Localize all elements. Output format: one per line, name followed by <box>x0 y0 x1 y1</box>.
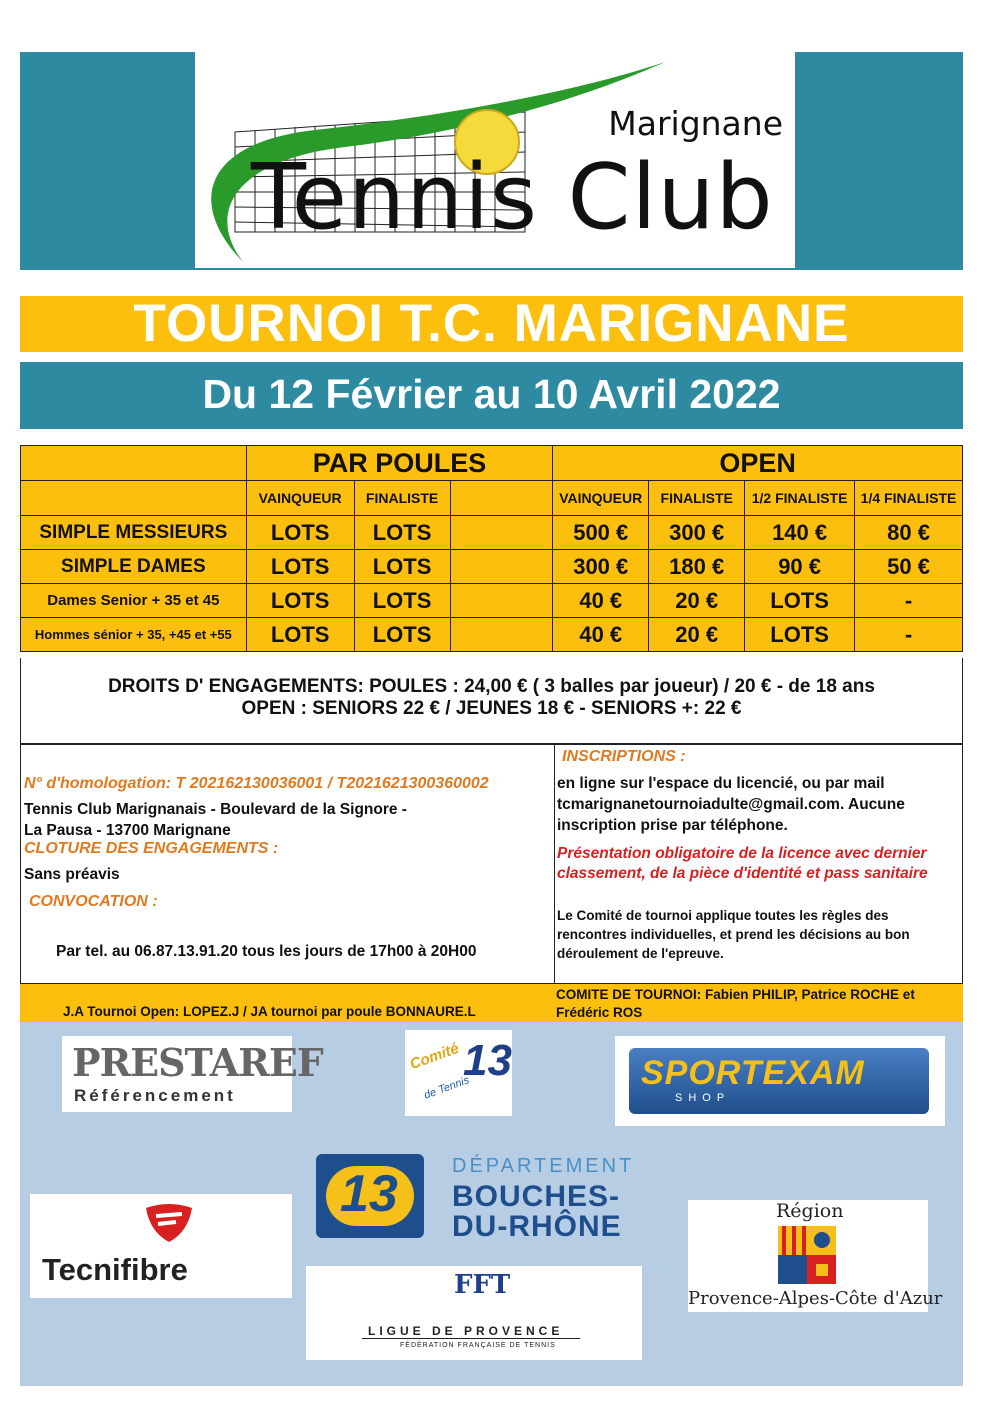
prize-cell <box>450 516 553 550</box>
presentation-notice: classement, de la pièce d'identité et pass sanitaire <box>557 865 928 882</box>
prize-cell: - <box>855 584 963 618</box>
sponsor-tecnifibre <box>30 1194 292 1298</box>
fees-line: OPEN : SENIORS 22 € / JEUNES 18 € - SENIORS +: 22 € <box>241 698 742 719</box>
prize-cell: LOTS <box>745 584 855 618</box>
logo-city: Marignane <box>608 104 783 143</box>
prize-cell: LOTS <box>246 516 354 550</box>
prize-table <box>20 445 963 652</box>
sponsor-fft <box>306 1266 642 1360</box>
sponsor-comite13 <box>405 1030 512 1116</box>
prize-cell: 300 € <box>649 516 745 550</box>
category-cell: SIMPLE DAMES <box>21 550 247 584</box>
col-header: VAINQUEUR <box>553 481 649 516</box>
dates-band <box>20 362 963 429</box>
address-line: Tennis Club Marignanais - Boulevard de la Signore - <box>24 801 407 818</box>
convocation-label: CONVOCATION : <box>29 893 158 910</box>
region-name: Provence-Alpes-Côte d'Azur <box>688 1288 943 1309</box>
sponsor-region <box>688 1200 943 1312</box>
category-cell: Dames Senior + 35 et 45 <box>21 584 247 618</box>
prize-cell: LOTS <box>354 618 450 652</box>
table-row <box>21 516 963 550</box>
homologation: N° d'homologation: T 202162130036001 / T2021621300360002 <box>24 775 489 792</box>
tecnifibre-icon <box>140 1202 198 1244</box>
tournament-dates: Du 12 Février au 10 Avril 2022 <box>202 371 781 417</box>
fft-divider <box>362 1338 580 1339</box>
table-group-header <box>21 446 963 481</box>
table-corner-2 <box>21 481 247 516</box>
table-sub-header <box>21 481 963 516</box>
prize-cell: 40 € <box>553 584 649 618</box>
convocation-value: Par tel. au 06.87.13.91.20 tous les jours de 17h00 à 20H00 <box>56 943 477 960</box>
prize-cell: 20 € <box>649 584 745 618</box>
prize-cell: 500 € <box>553 516 649 550</box>
table-row <box>21 550 963 584</box>
sportexam-logo: SPORTEXAM <box>641 1054 865 1092</box>
group-poules: PAR POULES <box>246 446 553 481</box>
prize-cell: LOTS <box>246 584 354 618</box>
col-header: 1/4 FINALISTE <box>855 481 963 516</box>
prize-cell: 180 € <box>649 550 745 584</box>
col-header: 1/2 FINALISTE <box>745 481 855 516</box>
fft-ligue: LIGUE DE PROVENCE <box>368 1324 564 1338</box>
prize-cell: LOTS <box>354 516 450 550</box>
col-header: FINALISTE <box>649 481 745 516</box>
comite13-label: Comité <box>407 1039 462 1074</box>
sponsors-area <box>20 1022 963 1386</box>
sportexam-shop: SHOP <box>675 1092 731 1104</box>
prize-cell: 20 € <box>649 618 745 652</box>
rules-text: Le Comité de tournoi applique toutes les règles des <box>557 908 889 923</box>
prize-cell: - <box>855 618 963 652</box>
table-row <box>21 584 963 618</box>
region-coat-of-arms-icon <box>778 1226 836 1284</box>
prize-cell: LOTS <box>246 550 354 584</box>
rules-text: rencontres individuelles, et prend les décisions au bon <box>557 927 910 942</box>
sponsor-sportexam <box>615 1036 945 1126</box>
committee-line: Frédéric ROS <box>556 1005 643 1020</box>
inscriptions-text: inscription prise par téléphone. <box>557 817 788 834</box>
region-label: Région <box>776 1200 844 1222</box>
tecnifibre-logo: Tecnifibre <box>42 1252 188 1287</box>
prize-cell: 40 € <box>553 618 649 652</box>
rules-text: déroulement de l'epreuve. <box>557 946 724 961</box>
dept-label: DÉPARTEMENT <box>452 1155 635 1177</box>
category-cell: Hommes sénior + 35, +45 et +55 <box>21 618 247 652</box>
prize-cell: 50 € <box>855 550 963 584</box>
prize-cell: 300 € <box>553 550 649 584</box>
category-cell: SIMPLE MESSIEURS <box>21 516 247 550</box>
tournament-title-band <box>20 296 963 352</box>
prestaref-tagline: Référencement <box>74 1086 236 1105</box>
tournament-title: TOURNOI T.C. MARIGNANE <box>133 294 850 353</box>
inscriptions-label: INSCRIPTIONS : <box>562 748 686 765</box>
cloture-label: CLOTURE DES ENGAGEMENTS : <box>24 840 279 857</box>
judge-arbiters: J.A Tournoi Open: LOPEZ.J / JA tournoi par poule BONNAURE.L <box>63 1004 476 1019</box>
col-header: VAINQUEUR <box>246 481 354 516</box>
col-header <box>450 481 553 516</box>
logo-club-name: Tennis Club <box>251 145 774 250</box>
inscriptions-text: tcmarignanetournoiadulte@gmail.com. Aucune <box>557 796 905 813</box>
prize-cell <box>450 618 553 652</box>
cloture-value: Sans préavis <box>24 866 120 883</box>
dept13-badge <box>316 1154 424 1238</box>
inscriptions-text: en ligne sur l'espace du licencié, ou par mail <box>557 775 885 792</box>
fft-logo: FFT <box>454 1270 511 1300</box>
officials-band <box>20 984 963 1022</box>
fft-federation: FÉDÉRATION FRANÇAISE DE TENNIS <box>400 1342 556 1349</box>
prize-cell: 80 € <box>855 516 963 550</box>
prestaref-logo: PRESTAREF <box>72 1040 323 1085</box>
table-row <box>21 618 963 652</box>
prize-cell: 90 € <box>745 550 855 584</box>
prize-cell: 140 € <box>745 516 855 550</box>
club-logo <box>195 52 795 268</box>
prize-cell: LOTS <box>246 618 354 652</box>
fees-line: DROITS D' ENGAGEMENTS: POULES : 24,00 € ( 3 balles par joueur) / 20 € - de 18 ans <box>108 676 875 697</box>
presentation-notice: Présentation obligatoire de la licence avec dernier <box>557 845 927 862</box>
comite13-number: 13 <box>463 1036 512 1085</box>
info-divider <box>554 745 555 983</box>
prize-cell: LOTS <box>354 550 450 584</box>
col-header: FINALISTE <box>354 481 450 516</box>
address-line: La Pausa - 13700 Marignane <box>24 822 231 839</box>
table-corner <box>21 446 247 481</box>
sponsor-prestaref <box>62 1036 323 1112</box>
dept-name: BOUCHES- <box>452 1180 621 1213</box>
group-open: OPEN <box>553 446 963 481</box>
dept-name: DU-RHÔNE <box>452 1210 622 1243</box>
fees-box <box>20 658 963 744</box>
dept13-number: 13 <box>340 1165 398 1223</box>
prize-cell <box>450 550 553 584</box>
prize-cell: LOTS <box>745 618 855 652</box>
comite13-sub: de Tennis <box>422 1074 471 1102</box>
prize-cell <box>450 584 553 618</box>
tournament-committee <box>556 986 956 1022</box>
prize-cell: LOTS <box>354 584 450 618</box>
info-box <box>20 744 963 984</box>
committee-line: COMITE DE TOURNOI: Fabien PHILIP, Patrice ROCHE et <box>556 987 915 1002</box>
